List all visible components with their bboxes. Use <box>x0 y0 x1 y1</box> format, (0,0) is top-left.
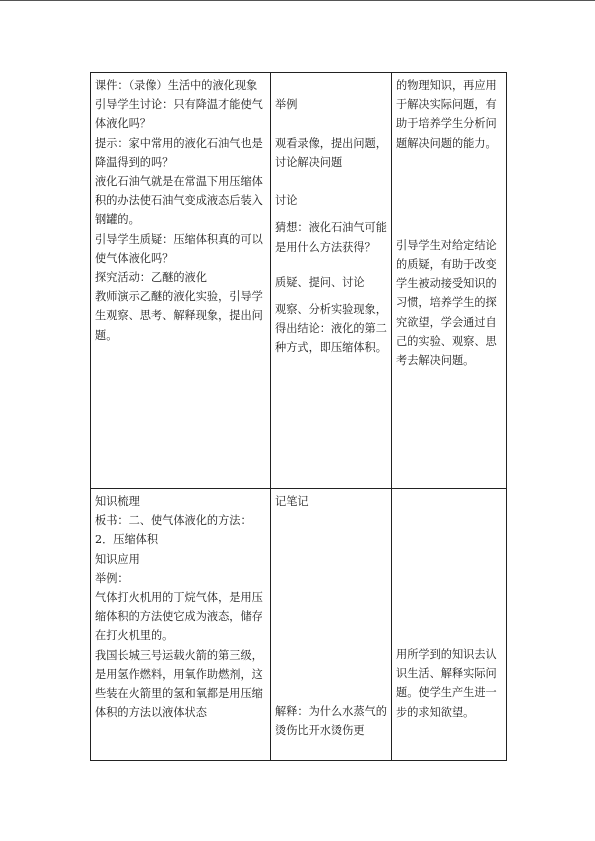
teacher-activity-cell <box>91 489 271 761</box>
teacher-text: 液化石油气就是在常温下用压缩体积的办法使石油气变成液态后装入钢罐的。 <box>95 175 263 227</box>
teacher-text: 提示：家中常用的液化石油气也是降温得到的吗？ <box>95 136 263 169</box>
page-top-rule <box>0 0 595 1</box>
table-row <box>91 489 507 761</box>
student-text: 举例 <box>275 98 298 112</box>
student-text: 质疑、提问、讨论 <box>275 275 365 289</box>
teacher-text: 气体打火机用的丁烷气体，是用压缩体积的方法使它成为液态，储存在打火机里的。 <box>95 591 263 643</box>
student-activity-cell <box>271 489 392 761</box>
teacher-activity-cell <box>91 73 271 489</box>
teacher-text: 引导学生质疑：压缩体积真的可以使气体液化吗？ <box>95 232 263 265</box>
teacher-text: 教师演示乙醚的液化实验，引导学生观察、思考、解释现象，提出问题。 <box>95 290 263 342</box>
design-intent-cell <box>392 73 507 489</box>
intent-text: 的物理知识，再应用于解决实际问题，有助于培养学生分析问题解决问题的能力。 <box>396 79 497 150</box>
teacher-text: 板书：二、使气体液化的方法： <box>95 514 252 528</box>
student-text: 解释：为什么水蒸气的烫伤比开水烫伤更 <box>275 705 387 738</box>
design-intent-cell <box>392 489 507 761</box>
teacher-text: 课件：（录像）生活中的液化现象 <box>95 79 258 92</box>
teacher-text: 我国长城三号运载火箭的第三级，是用氢作燃料，用氧作助燃剂，这些装在火箭里的氢和氧都是用压缩体积的方法以液体状态 <box>95 648 263 720</box>
teacher-text: 知识应用 <box>95 552 140 566</box>
student-activity-cell <box>271 73 392 489</box>
student-text: 猜想：液化石油气可能是用什么方法获得？ <box>275 221 387 254</box>
teacher-text: 举例： <box>95 571 129 585</box>
table-row <box>91 73 507 489</box>
teacher-text: 探究活动：乙醚的液化 <box>95 271 207 285</box>
teacher-text: 2．压缩体积 <box>95 533 159 547</box>
intent-text: 引导学生对给定结论的质疑，有助于改变学生被动接受知识的习惯，培养学生的探究欲望，学会通过自己的实验、观察、思考去解决问题。 <box>396 238 497 368</box>
student-text: 讨论 <box>275 194 298 208</box>
student-text: 记笔记 <box>275 495 309 508</box>
student-text: 观看录像，提出问题，讨论解决问题 <box>275 136 387 169</box>
intent-text: 用所学到的知识去认识生活、解释实际问题。使学生产生进一步的求知欲望。 <box>396 648 497 719</box>
teacher-text: 引导学生讨论：只有降温才能使气体液化吗？ <box>95 98 263 131</box>
student-text: 观察、分析实验现象，得出结论：液化的第二种方式，即压缩体积。 <box>275 302 387 355</box>
teacher-text: 知识梳理 <box>95 495 140 508</box>
lesson-plan-table <box>90 72 507 761</box>
